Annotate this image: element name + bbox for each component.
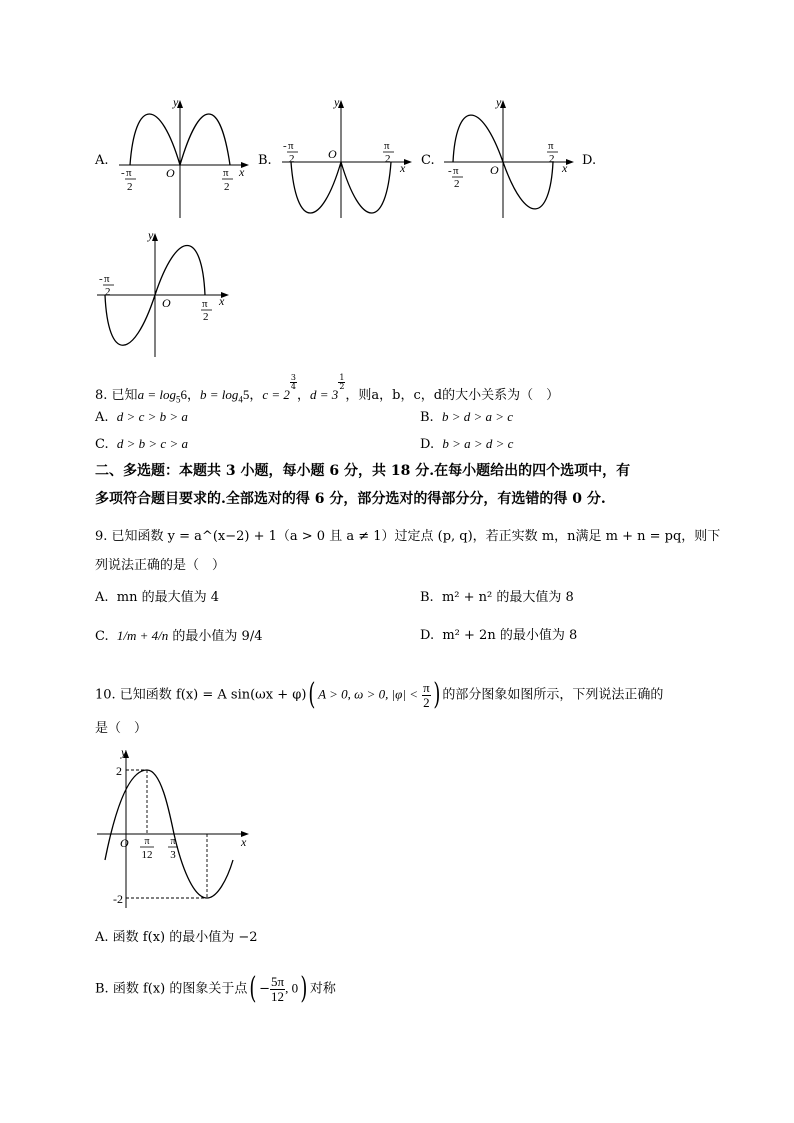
q9-option-b: B. m² + n² 的最大值为 8 (420, 590, 574, 605)
svg-text:2: 2 (289, 153, 295, 165)
graph-option-d (93, 227, 238, 362)
q10-origin-label: O (120, 836, 129, 850)
svg-text:O: O (328, 147, 337, 161)
svg-text:π: π (126, 167, 132, 179)
q10-x-label: x (241, 835, 247, 849)
svg-text:2: 2 (127, 181, 133, 193)
q8-stem: 8. 已知$a = \log_56$，$b = \log_45$，c = 2 $^{\frac{3}{4}}$ ，d = 3 $^{\frac{1}{2}}$ ，则a，b，c，d的大小关系为（ ） (95, 373, 560, 405)
svg-text:π: π (202, 298, 208, 310)
svg-text:x: x (562, 161, 568, 175)
q8-option-a: A. d > c > b > a (95, 409, 188, 425)
y-axis-label: y (173, 95, 179, 109)
q10-stem-line2: 是（ ） (95, 721, 148, 736)
svg-text:π: π (453, 165, 459, 177)
option-c-label: C. (421, 153, 435, 168)
svg-text:-: - (99, 273, 103, 285)
section-2-heading-line2: 多项符合题目要求的.全部选对的得 6 分，部分选对的得部分分，有选错的得 0 分. (95, 491, 606, 507)
svg-text:O: O (162, 296, 171, 310)
q8-option-c: C. d > b > c > a (95, 436, 188, 452)
q8-option-d: D. b > a > d > c (420, 436, 514, 452)
q9-stem-line2: 列说法正确的是（ ） (95, 558, 226, 573)
option-a-label: A. (95, 153, 109, 168)
option-d-label: D. (582, 153, 597, 168)
svg-text:3: 3 (170, 849, 176, 861)
q8-option-b: B. b > d > a > c (420, 409, 514, 425)
q9-option-c: C. 1/m + 4/n 的最小值为 9/4 (95, 628, 263, 644)
svg-text:π: π (223, 167, 229, 179)
q10-y-label: y (121, 745, 127, 759)
svg-text:y: y (334, 95, 340, 109)
svg-text:π: π (170, 836, 176, 847)
q9-stem-line1: 9. 已知函数 y = a^(x−2) + 1（a > 0 且 a ≠ 1）过定点 (p, q)，若正实数 m，n满足 m + n = pq，则下 (95, 529, 721, 544)
svg-text:y: y (148, 228, 154, 242)
svg-text:x: x (400, 161, 406, 175)
svg-text:O: O (490, 163, 499, 177)
q9-option-a: A. mn 的最大值为 4 (95, 590, 220, 605)
svg-text:π: π (144, 836, 150, 847)
svg-text:2: 2 (454, 178, 460, 190)
svg-text:y: y (496, 95, 502, 109)
graph-option-a (115, 92, 255, 222)
graph-option-c (440, 92, 580, 222)
svg-text:x: x (219, 294, 225, 308)
q10-max-label: 2 (116, 764, 122, 778)
q10-min-label: -2 (113, 892, 123, 906)
q10-graph (95, 740, 260, 915)
svg-text:π: π (288, 140, 294, 152)
svg-text:-: - (283, 140, 287, 152)
svg-text:-: - (121, 167, 125, 179)
x-axis-label: x (239, 165, 245, 179)
svg-text:2: 2 (224, 181, 230, 193)
svg-text:π: π (384, 140, 390, 152)
svg-text:π: π (548, 140, 554, 152)
origin-label: O (166, 166, 175, 180)
section-2-heading-line1: 二、多选题：本题共 3 小题，每小题 6 分，共 18 分.在每小题给出的四个选项中，有 (95, 463, 631, 479)
option-b-label: B. (258, 153, 272, 168)
graph-option-b (278, 92, 418, 222)
svg-text:2: 2 (549, 153, 555, 165)
svg-text:π: π (104, 273, 110, 285)
q10-option-b: B. 函数 f(x) 的图象关于点( − $\frac{5\pi}{12}$ , 0) 对称 (95, 971, 336, 1006)
q10-option-a: A. 函数 f(x) 的最小值为 −2 (95, 930, 258, 945)
svg-text:2: 2 (203, 311, 209, 323)
svg-text:2: 2 (105, 286, 111, 298)
svg-text:2: 2 (385, 153, 391, 165)
q10-stem-line1: 10. 已知函数 f(x) = A sin(ωx + φ)( A > 0, ω > 0, |φ| < $\frac{\pi}{2}$ ) 的部分图象如图所示，下列说法正确的 (95, 677, 664, 712)
svg-text:-: - (448, 165, 452, 177)
svg-text:12: 12 (141, 849, 153, 861)
q9-option-d: D. m² + 2n 的最小值为 8 (420, 628, 578, 643)
